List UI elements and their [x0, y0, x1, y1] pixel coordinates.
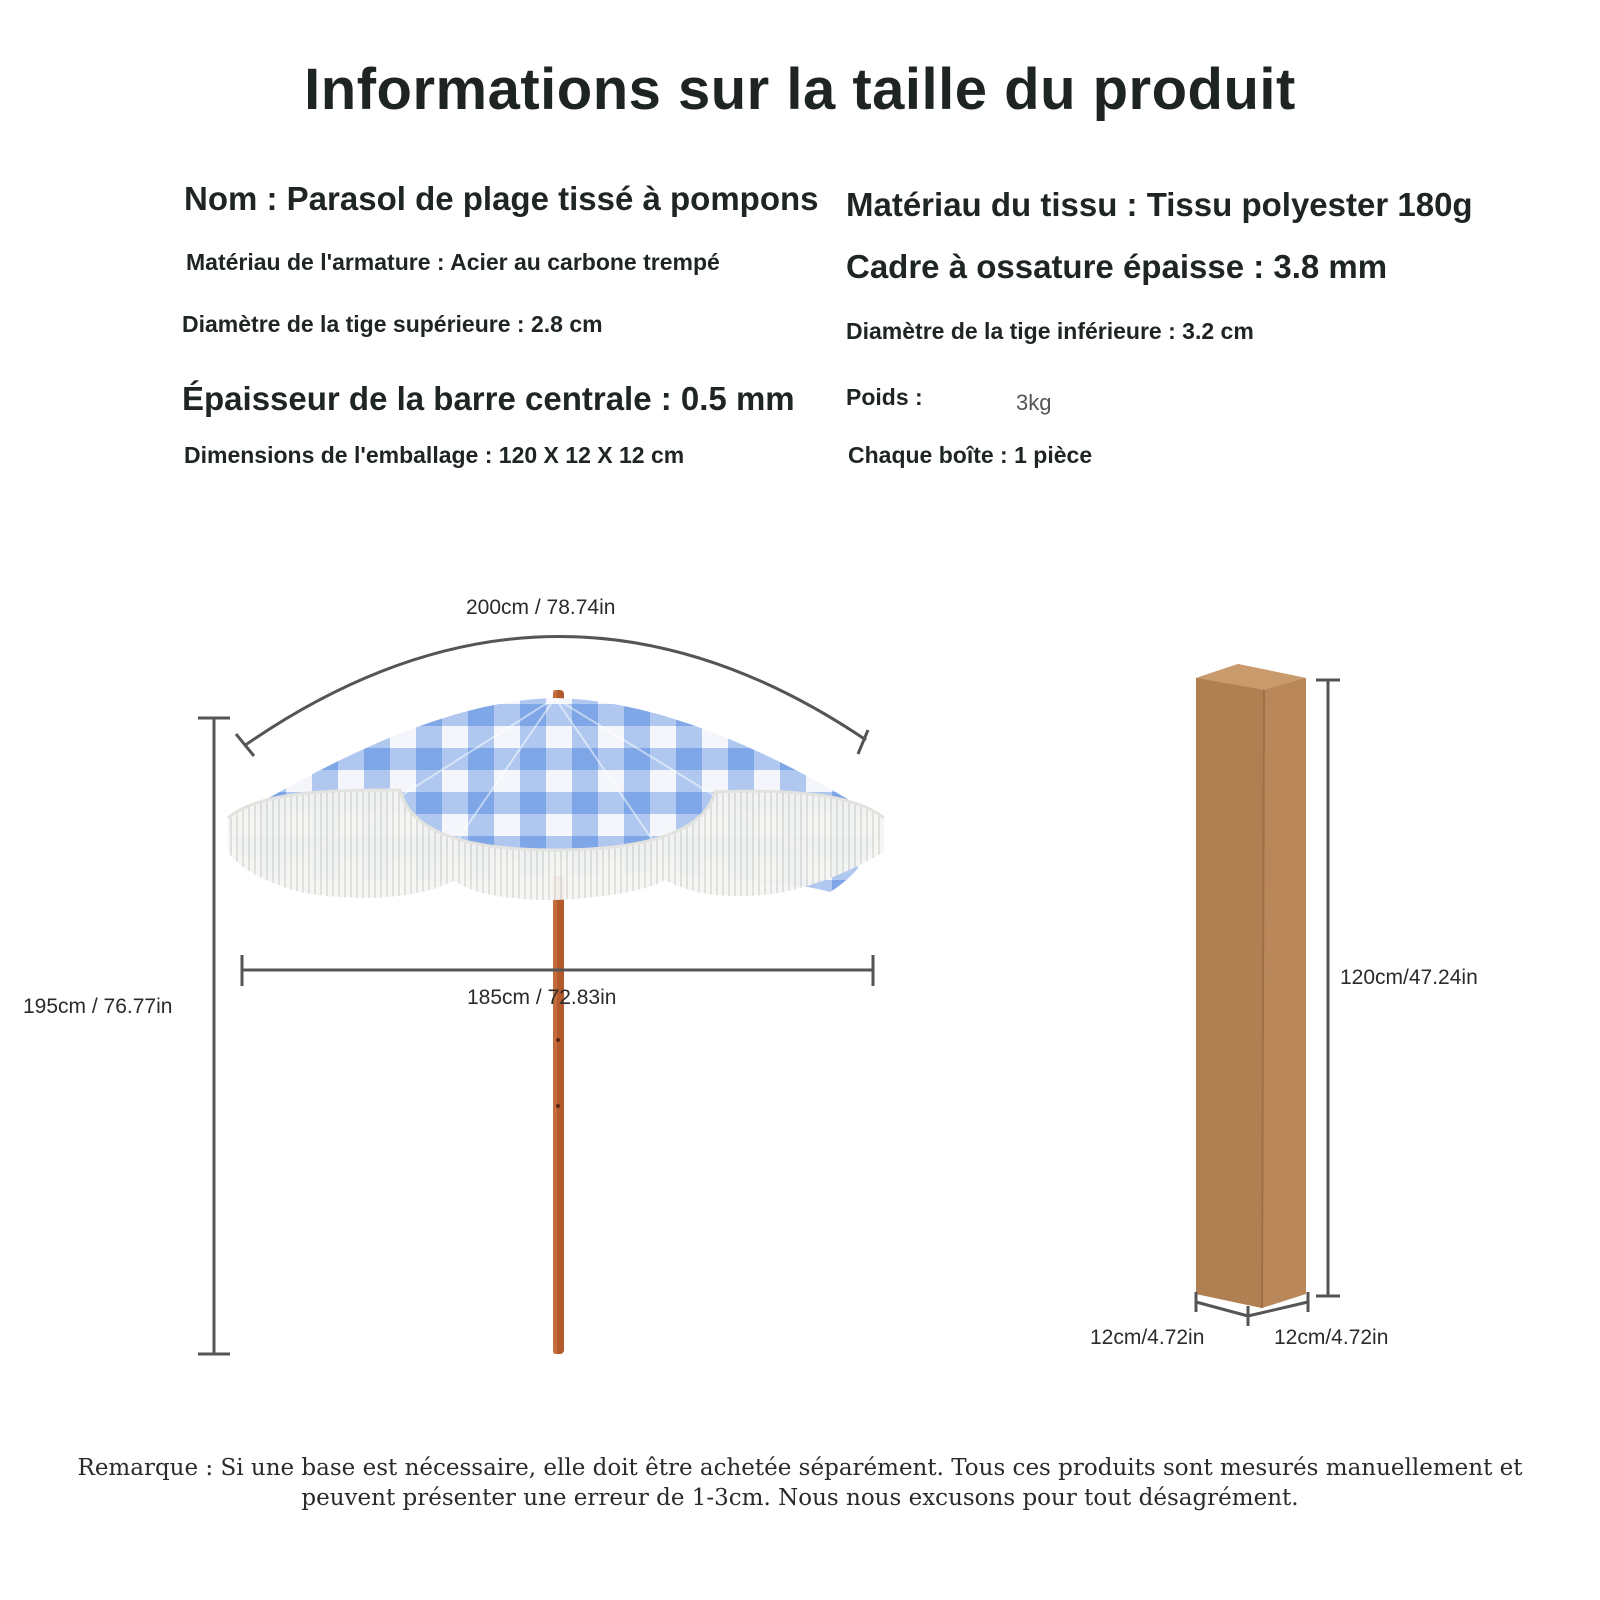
spec-packaging: Dimensions de l'emballage : 120 X 12 X 12 cm — [184, 442, 685, 468]
spec-lower-pole: Diamètre de la tige inférieure : 3.2 cm — [846, 318, 1254, 344]
spec-weight-label: Poids : — [846, 384, 923, 410]
page-title: Informations sur la taille du produit — [304, 57, 1296, 122]
spec-frame-material: Matériau de l'armature : Acier au carbone trempé — [186, 249, 720, 275]
height-dimension-line — [198, 718, 230, 1354]
box-height-label: 120cm/47.24in — [1340, 966, 1478, 989]
spec-weight-value: 3kg — [1016, 390, 1052, 415]
height-dimension-label: 195cm / 76.77in — [23, 995, 173, 1018]
arc-dimension-label: 200cm / 78.74in — [466, 596, 616, 619]
remark-note — [20, 1453, 1580, 1513]
box-width-left-label: 12cm/4.72in — [1090, 1326, 1205, 1349]
spec-per-box: Chaque boîte : 1 pièce — [848, 442, 1093, 468]
spec-fabric: Matériau du tissu : Tissu polyester 180g — [846, 186, 1473, 223]
remark-line-1: Remarque : Si une base est nécessaire, elle doit être achetée séparément. Tous ces produits sont mesurés manuellement et — [77, 1455, 1523, 1481]
spec-bone-frame: Cadre à ossature épaisse : 3.8 mm — [846, 248, 1388, 285]
packaging-box — [1196, 664, 1306, 1308]
umbrella-canopy — [228, 698, 884, 900]
spec-name: Nom : Parasol de plage tissé à pompons — [184, 180, 819, 217]
span-dimension-label: 185cm / 72.83in — [467, 986, 617, 1009]
spec-upper-pole: Diamètre de la tige supérieure : 2.8 cm — [182, 311, 603, 337]
remark-line-2: peuvent présenter une erreur de 1-3cm. Nous nous excusons pour tout désagrément. — [301, 1485, 1299, 1511]
box-height-dimension-line — [1316, 680, 1340, 1296]
box-width-right-label: 12cm/4.72in — [1274, 1326, 1389, 1349]
spec-center-bar: Épaisseur de la barre centrale : 0.5 mm — [182, 380, 795, 417]
